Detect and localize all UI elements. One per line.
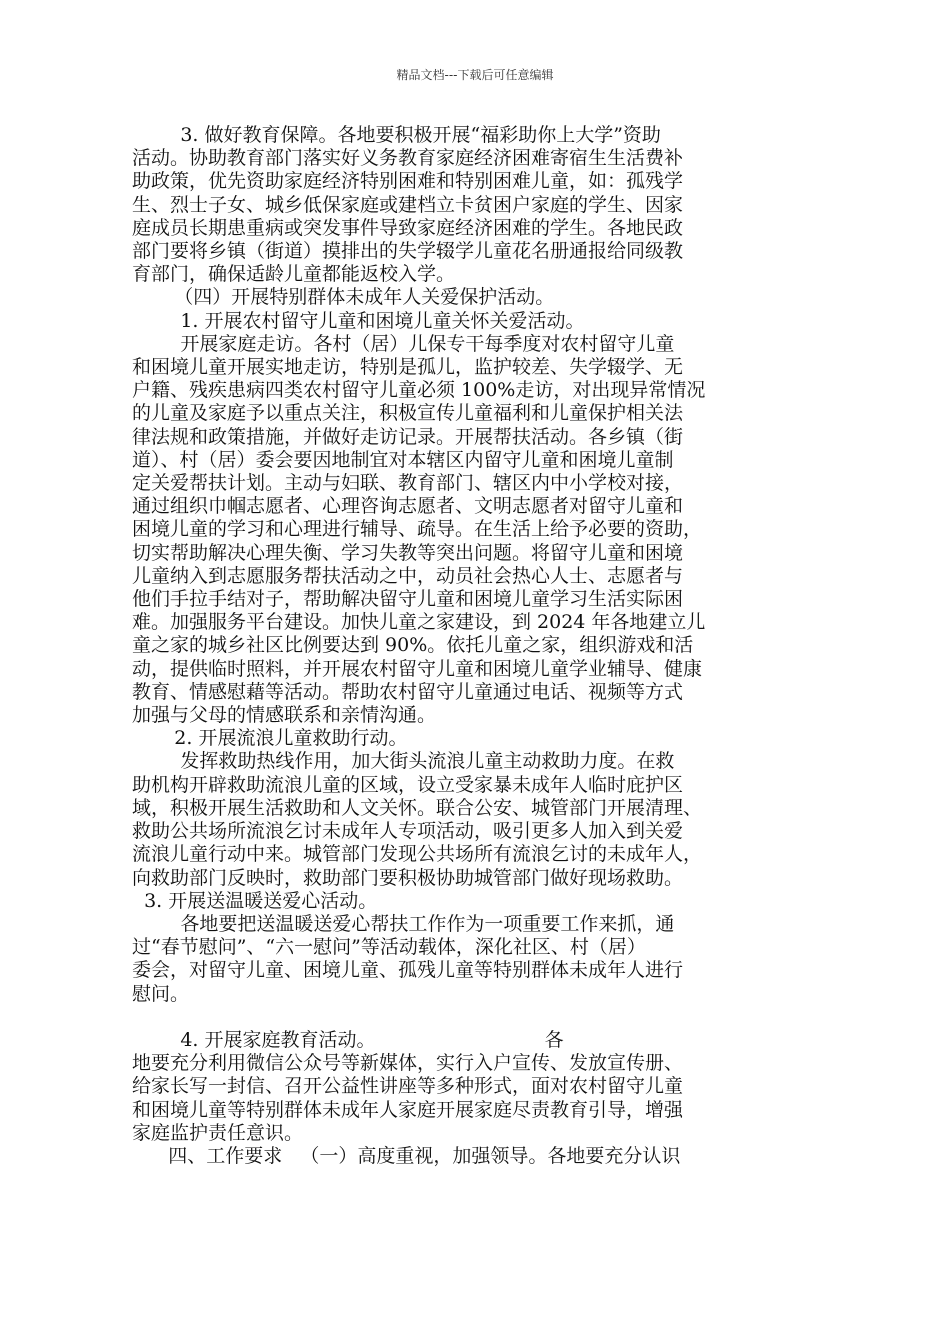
text-line: 委会，对留守儿童、困境儿童、孤残儿童等特别群体未成年人进行 <box>132 959 684 982</box>
text-line: 3. 做好教育保障。各地要积极开展“福彩助你上大学”资助 <box>132 124 661 146</box>
text-line: （四）开展特别群体未成年人关爱保护活动。 <box>132 286 555 309</box>
text-line: 家庭监护责任意识。 <box>132 1121 304 1144</box>
text-line: 给家长写一封信、召开公益性讲座等多种形式，面对农村留守儿童 <box>132 1075 684 1098</box>
text-line: 切实帮助解决心理失衡、学习失教等突出问题。将留守儿童和困境 <box>132 541 684 564</box>
text-line: 开展家庭走访。各村（居）儿保专干每季度对农村留守儿童 <box>132 332 675 355</box>
text-line: 育部门，确保适龄儿童都能返校入学。 <box>132 263 456 286</box>
text-line: 地要充分利用微信公众号等新媒体，实行入户宣传、发放宣传册、 <box>132 1052 684 1075</box>
text-line: 动，提供临时照料，并开展农村留守儿童和困境儿童学业辅导、健康 <box>132 657 703 680</box>
text-line: 通过组织巾帼志愿者、心理咨询志愿者、文明志愿者对留守儿童和 <box>132 495 684 518</box>
text-line: 向救助部门反映时，救助部门要积极协助城管部门做好现场救助。 <box>132 866 684 889</box>
document-body <box>132 124 822 1168</box>
text-line: 难。加强服务平台建设。加快儿童之家建设，到 2024 年各地建立儿 <box>132 611 706 634</box>
text-line: 加强与父母的情感联系和亲情沟通。 <box>132 704 437 727</box>
page-header: 精品文档---下载后可任意编辑 <box>396 68 554 82</box>
text-line: 困境儿童的学习和心理进行辅导、疏导。在生活上给予必要的资助， <box>132 518 703 541</box>
text-line: 部门要将乡镇（街道）摸排出的失学辍学儿童花名册通报给同级教 <box>132 240 684 263</box>
text-line: 庭成员长期患重病或突发事件导致家庭经济困难的学生。各地民政 <box>132 216 684 239</box>
text-line: 的儿童及家庭予以重点关注，积极宣传儿童福利和儿童保护相关法 <box>132 402 684 425</box>
text-line: 道）、村（居）委会要因地制宜对本辖区内留守儿童和困境儿童制 <box>132 448 674 471</box>
text-line: 生、烈士子女、城乡低保家庭或建档立卡贫困户家庭的学生、因家 <box>132 193 684 216</box>
text-line: 1. 开展农村留守儿童和困境儿童关怀关爱活动。 <box>132 309 585 332</box>
text-line <box>132 1006 822 1029</box>
text-line: 教育、情感慰藉等活动。帮助农村留守儿童通过电话、视频等方式 <box>132 680 684 703</box>
text-line: 救助公共场所流浪乞讨未成年人专项活动，吸引更多人加入到关爱 <box>132 820 684 843</box>
text-line: 定关爱帮扶计划。主动与妇联、教育部门、辖区内中小学校对接， <box>132 472 684 495</box>
text-line: 和困境儿童等特别群体未成年人家庭开展家庭尽责教育引导，增强 <box>132 1098 684 1121</box>
text-line: 3. 开展送温暖送爱心活动。 <box>132 889 378 912</box>
text-line: 过“春节慰问”、“六一慰问”等活动载体，深化社区、村（居） <box>132 936 646 959</box>
text-line: 四、工作要求 （一）高度重视，加强领导。各地要充分认识 <box>132 1144 681 1167</box>
text-line: 儿童纳入到志愿服务帮扶活动之中，动员社会热心人士、志愿者与 <box>132 564 684 587</box>
text-line: 童之家的城乡社区比例要达到 90%。依托儿童之家，组织游戏和活 <box>132 634 694 657</box>
text-line: 域，积极开展生活救助和人文关怀。联合公安、城管部门开展清理、 <box>132 796 703 819</box>
text-line: 各地要把送温暖送爱心帮扶工作作为一项重要工作来抓，通 <box>132 912 675 935</box>
text-line: 他们手拉手结对子，帮助解决留守儿童和困境儿童学习生活实际困 <box>132 588 684 611</box>
text-line: 律法规和政策措施，并做好走访记录。开展帮扶活动。各乡镇（街 <box>132 425 684 448</box>
text-line: 和困境儿童开展实地走访，特别是孤儿，监护较差、失学辍学、无 <box>132 356 684 379</box>
text-line: 流浪儿童行动中来。城管部门发现公共场所有流浪乞讨的未成年人， <box>132 843 703 866</box>
text-line: 户籍、残疾患病四类农村留守儿童必须 100%走访，对出现异常情况 <box>132 379 706 402</box>
text-line: 发挥救助热线作用，加大街头流浪儿童主动救助力度。在救 <box>132 750 675 773</box>
text-line: 活动。协助教育部门落实好义务教育家庭经济困难寄宿生生活费补 <box>132 147 684 170</box>
text-line: 4. 开展家庭教育活动。 各 <box>132 1028 564 1051</box>
text-line: 慰问。 <box>132 982 190 1005</box>
text-line: 助机构开辟救助流浪儿童的区域，设立受家暴未成年人临时庇护区 <box>132 773 684 796</box>
text-line: 2. 开展流浪儿童救助行动。 <box>132 727 408 750</box>
text-line: 助政策，优先资助家庭经济特别困难和特别困难儿童，如：孤残学 <box>132 170 684 193</box>
